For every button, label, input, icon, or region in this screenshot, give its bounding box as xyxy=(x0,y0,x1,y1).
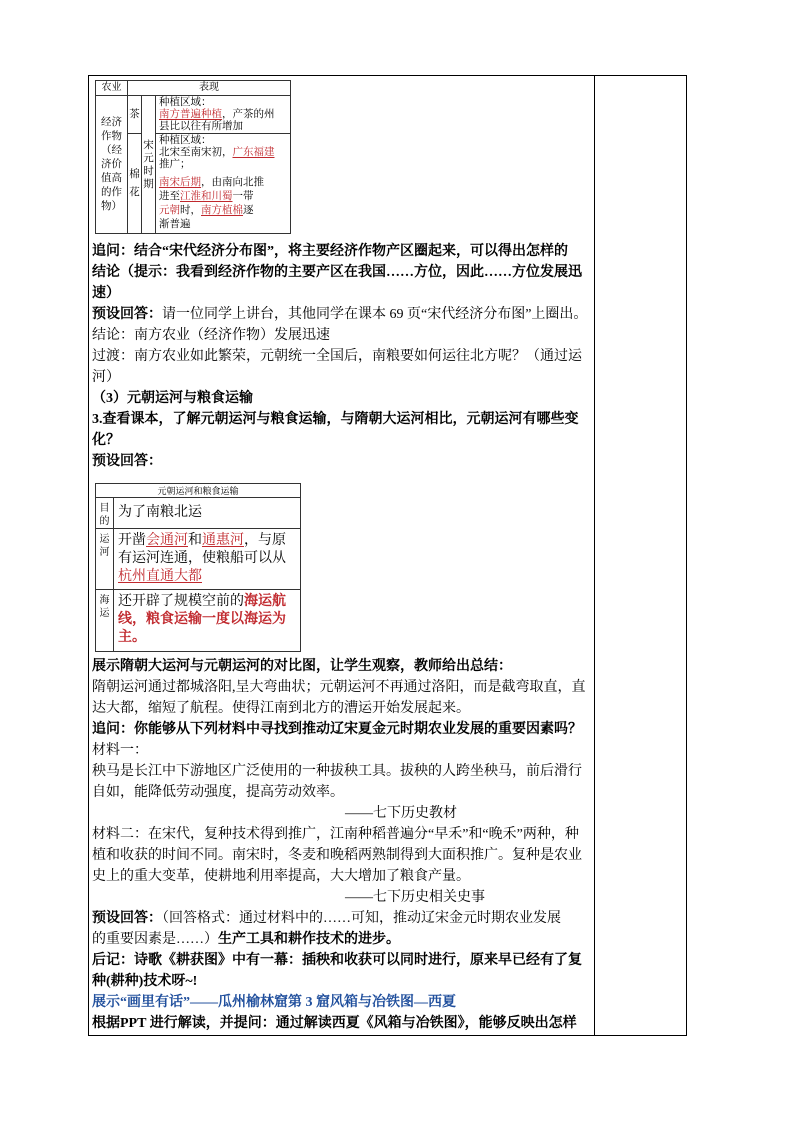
content-line xyxy=(118,532,300,550)
highlight-text: 南方植棉 xyxy=(201,205,243,216)
header-performance: 表现 xyxy=(128,81,291,96)
material-source: ——七下历史相关史事 xyxy=(345,890,485,905)
content-line xyxy=(159,218,290,232)
cell-text: 一带 xyxy=(232,191,254,202)
content-line xyxy=(159,204,290,218)
cell-text: ，产茶的州 xyxy=(222,109,275,120)
canal-table-title: 元朝运河和粮食运输 xyxy=(96,484,301,498)
followup-question-line: 追问：你能够从下列材料中寻找到推动辽宋夏金元时期农业发展的重要因素吗？ xyxy=(92,722,582,737)
cell-text: ，与原 xyxy=(244,533,286,548)
highlight-text: 元朝 xyxy=(159,205,180,216)
text-block-canal-and-factors xyxy=(92,656,592,1034)
highlight-text: 海运航 xyxy=(244,594,286,609)
purpose-content-cell xyxy=(114,498,301,529)
painting-prompt: 展示“画里有话”——瓜州榆林窟第 3 窟风箱与冶铁图—西夏 xyxy=(92,995,456,1010)
cell-text: 推广； xyxy=(159,159,191,170)
followup-question-line: 速） xyxy=(92,286,120,301)
tea-content-cell xyxy=(156,96,291,134)
row-label-cell xyxy=(96,529,114,590)
content-line xyxy=(159,135,290,147)
row-label-canal: 运河 xyxy=(99,534,110,558)
category-label: 经济作物（经济价值高的作物） xyxy=(101,116,122,212)
content-line xyxy=(118,593,300,611)
cell-text: 北宋至南宋初， xyxy=(159,147,233,158)
crop-label-tea: 茶 xyxy=(129,108,140,120)
preset-answer-line xyxy=(92,929,592,950)
content-line xyxy=(159,190,290,204)
material-line: 秧马是长江中下游地区广泛使用的一种拔秧工具。拔秧的人跨坐秧马，前后滑行 xyxy=(92,764,582,779)
cell-text: ，由南向北推 xyxy=(201,177,264,188)
highlight-text: 通惠河 xyxy=(202,533,244,548)
content-line xyxy=(118,568,300,586)
cell-text: 逐 xyxy=(243,205,254,216)
section-heading: （3）元朝运河与粮食运输 xyxy=(92,391,253,406)
sea-content-cell xyxy=(114,590,301,652)
row-label-purpose: 目的 xyxy=(99,503,110,527)
header-agriculture: 农业 xyxy=(96,81,128,96)
preset-answer-text: 请一位同学上讲台，其他同学在课本 69 页“宋代经济分布图”上圈出。 xyxy=(162,307,588,322)
row-label-cell xyxy=(96,590,114,652)
content-line xyxy=(118,629,300,647)
period-label: 宋元时期 xyxy=(143,139,154,190)
cell-text: 和 xyxy=(188,533,202,548)
followup-question-line: 结论（提示：我看到经济作物的主要产区在我国……方位，因此……方位发展迅 xyxy=(92,265,582,280)
content-line xyxy=(118,611,300,629)
postscript-line: 种(耕种)技术呀~! xyxy=(92,974,198,989)
comparison-summary-line: 达大都，缩短了航程。使得江南到北方的漕运开始发展起来。 xyxy=(92,701,470,716)
preset-answer-line xyxy=(92,304,592,325)
cell-text: 种植区域： xyxy=(159,135,212,146)
preset-answer-label: 预设回答： xyxy=(92,911,162,926)
content-line xyxy=(118,550,300,568)
preset-answer-label: 预设回答： xyxy=(92,454,162,469)
followup-question-line: 追问：结合“宋代经济分布图”，将主要经济作物产区圈起来，可以得出怎样的 xyxy=(92,244,568,259)
cell-text: 进至 xyxy=(159,191,180,202)
comparison-summary-line: 隋朝运河通过都城洛阳,呈大弯曲状；元朝运河不再通过洛阳，而是截弯取直，直 xyxy=(92,680,586,695)
highlight-text: 线，粮食运输一度以海运为 xyxy=(118,612,286,627)
preset-answer-label: 预设回答： xyxy=(92,307,162,322)
highlight-text: 广东福建 xyxy=(232,147,275,158)
cell-text: 有运河连通，使粮船可以从 xyxy=(118,551,286,566)
cell-text: 种植区域： xyxy=(159,97,212,108)
task-question-line: 化？ xyxy=(92,433,120,448)
content-line xyxy=(159,176,290,190)
notes-column xyxy=(595,76,686,1035)
period-cell xyxy=(142,96,156,234)
highlight-text: 主。 xyxy=(118,630,146,645)
cell-text: 为了南粮北运 xyxy=(118,505,202,520)
cell-text: 县比以往有所增加 xyxy=(159,121,243,132)
cell-text: 渐普遍 xyxy=(159,219,191,230)
content-line xyxy=(118,504,300,522)
cell-text: 时， xyxy=(180,205,201,216)
task-question-line: 3.查看课本，了解元朝运河与粮食运输，与隋朝大运河相比，元朝运河有哪些变 xyxy=(92,412,579,427)
transition-line: 河） xyxy=(92,370,120,385)
preset-answer-key: 生产工具和耕作技术的进步。 xyxy=(218,932,400,947)
material-line: 自如，能降低劳动强度，提高劳动效率。 xyxy=(92,785,344,800)
highlight-text: 南方普遍种植 xyxy=(159,109,222,120)
row-label-cell xyxy=(96,498,114,529)
row-label-sea: 海运 xyxy=(99,595,110,619)
material-source: ——七下历史教材 xyxy=(345,806,457,821)
lesson-content-cell xyxy=(89,76,594,1035)
cell-text: 开凿 xyxy=(118,533,146,548)
economic-crops-table xyxy=(95,80,291,234)
canal-content-cell xyxy=(114,529,301,590)
crop-cell-cotton xyxy=(128,134,142,234)
content-line xyxy=(159,97,290,109)
cotton-content-cell xyxy=(156,134,291,234)
content-line xyxy=(159,147,290,159)
preset-answer-text: 的重要因素是……） xyxy=(92,932,218,947)
highlight-text: 会通河 xyxy=(146,533,188,548)
category-cell xyxy=(96,96,128,234)
postscript-line: 后记：诗歌《耕获图》中有一幕：插秧和收获可以同时进行，原来早已经有了复 xyxy=(92,953,582,968)
cell-text: 还开辟了规模空前的 xyxy=(118,594,244,609)
crop-label-cotton: 棉花 xyxy=(129,168,140,198)
text-block-economy xyxy=(92,241,592,472)
interpretation-line: 根据PPT 进行解读，并提问：通过解读西夏《风箱与冶铁图》，能够反映出怎样 xyxy=(92,1016,577,1031)
transition-line: 过渡：南方农业如此繁荣，元朝统一全国后，南粮要如何运往北方呢？（通过运 xyxy=(92,349,582,364)
highlight-text: 杭州直通大都 xyxy=(118,569,202,584)
highlight-text: 江淮和川蜀 xyxy=(180,191,233,202)
conclusion-line: 结论：南方农业（经济作物）发展迅速 xyxy=(92,328,330,343)
content-line xyxy=(159,159,290,171)
preset-answer-text: （回答格式：通过材料中的……可知，推动辽宋金元时期农业发展 xyxy=(162,911,561,926)
content-line xyxy=(159,121,290,133)
material-line: 植和收获的时间不同。南宋时，冬麦和晚稻两熟制得到大面积推广。复种是农业 xyxy=(92,848,582,863)
material-line: 史上的重大变革，使耕地利用率提高，大大增加了粮食产量。 xyxy=(92,869,470,884)
preset-answer-line xyxy=(92,908,592,929)
material-line: 材料二：在宋代，复种技术得到推广，江南种稻普遍分“早禾”和“晚禾”两种，种 xyxy=(92,827,579,842)
crop-cell-tea xyxy=(128,96,142,134)
content-line xyxy=(159,109,290,121)
highlight-text: 南宋后期 xyxy=(159,177,201,188)
yuan-canal-table xyxy=(95,483,301,652)
material-label: 材料一： xyxy=(92,743,148,758)
comparison-prompt: 展示隋朝大运河与元朝运河的对比图，让学生观察，教师给出总结： xyxy=(92,659,512,674)
